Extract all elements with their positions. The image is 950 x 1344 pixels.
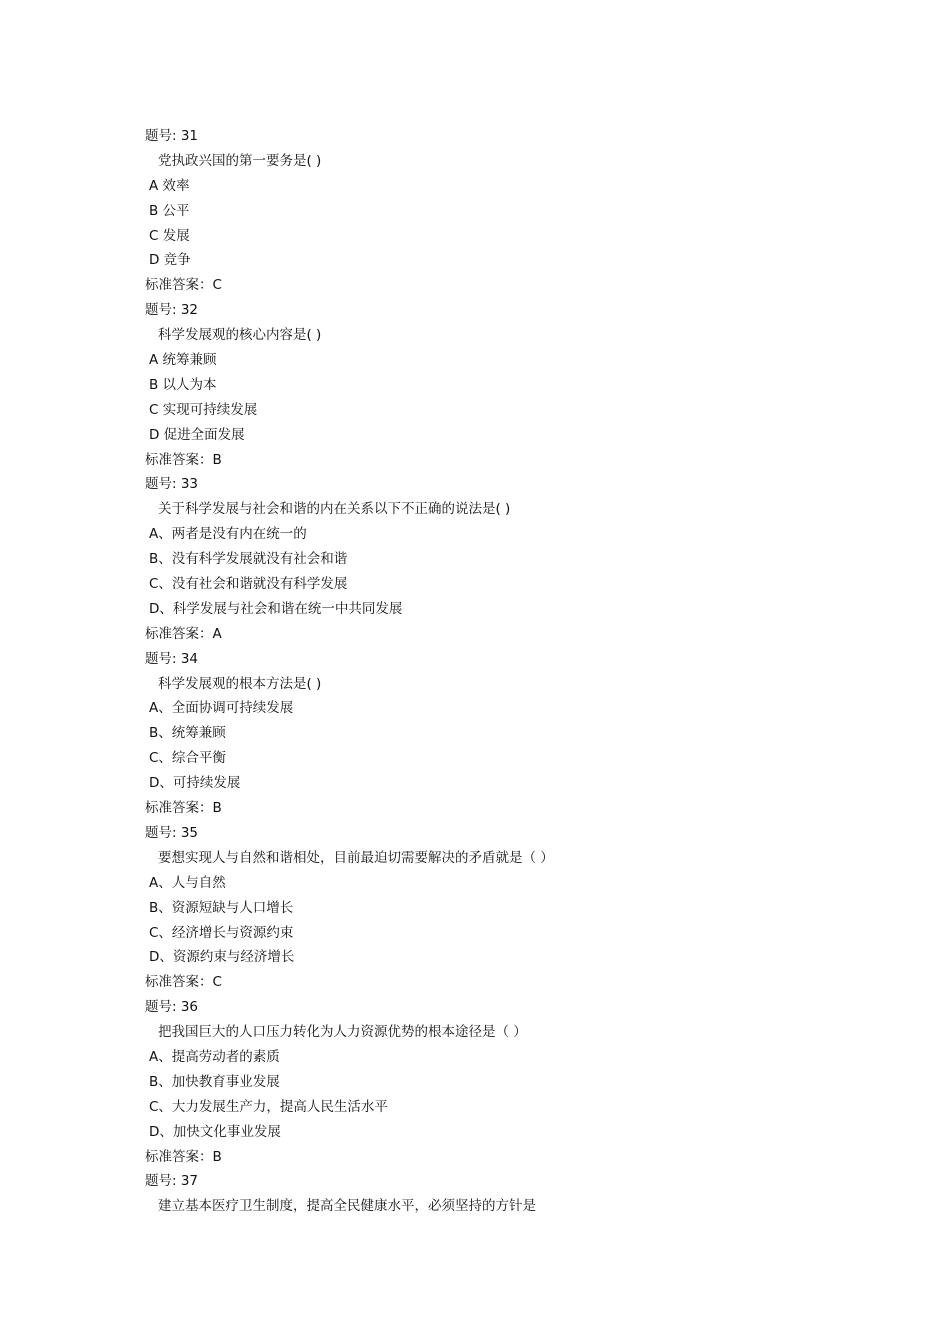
option-b: B 公平 [149,202,190,219]
option-d: D 竞争 [149,252,191,269]
question-number [145,821,845,846]
question-stem: 党执政兴国的第一要务是( ) [158,152,322,169]
question-number [145,124,845,149]
standard-answer-label: 标准答案： [145,625,213,642]
option-c: C、没有社会和谐就没有科学发展 [149,576,348,593]
question-number [145,647,845,672]
question-number-value: 34 [180,650,199,667]
standard-answer-label: 标准答案： [145,974,213,991]
option-c: C 发展 [149,227,190,244]
question-number-label: 题号: [145,999,181,1016]
option-c: C、大力发展生产力，提高人民生活水平 [149,1098,388,1115]
standard-answer-value: B [212,451,222,468]
question-number [145,298,845,323]
option-b: B、加快教育事业发展 [149,1073,280,1090]
question-number-value: 37 [180,1173,199,1190]
standard-answer [145,796,845,821]
option-c: C 实现可持续发展 [149,401,258,418]
question-number-value: 31 [180,128,199,144]
standard-answer-value: B [212,1148,222,1165]
standard-answer-label: 标准答案： [145,800,213,817]
question-number-label: 题号: [145,1173,181,1190]
question-number-value: 36 [180,999,199,1016]
standard-answer [145,970,845,995]
question-stem: 把我国巨大的人口压力转化为人力资源优势的根本途径是（ ） [158,1024,527,1041]
option-d: D、科学发展与社会和谐在统一中共同发展 [149,600,403,617]
standard-answer-label: 标准答案： [145,277,213,294]
option-a: A 统筹兼顾 [149,352,217,369]
option-a: A、全面协调可持续发展 [149,700,294,717]
option-b: B、没有科学发展就没有社会和谐 [149,551,348,568]
option-d: D、资源约束与经济增长 [149,949,295,966]
question-stem: 要想实现人与自然和谐相处，目前最迫切需要解决的矛盾就是（ ） [158,849,554,866]
option-a: A、两者是没有内在统一的 [149,526,307,543]
question-number-value: 35 [180,824,199,841]
question-number-label: 题号: [145,476,181,493]
option-d: D 促进全面发展 [149,426,245,443]
standard-answer [145,273,845,298]
option-b: B、统筹兼顾 [149,725,226,742]
question-number-value: 33 [180,476,199,493]
option-b: B、资源短缺与人口增长 [149,899,294,916]
question-stem: 科学发展观的核心内容是( ) [158,327,322,344]
standard-answer [145,622,845,647]
standard-answer-value: C [212,277,222,294]
question-number-label: 题号: [145,650,181,667]
option-a: A 效率 [149,177,190,194]
standard-answer-label: 标准答案： [145,451,213,468]
question-number-label: 题号: [145,824,181,841]
option-c: C、综合平衡 [149,750,226,767]
option-a: A、提高劳动者的素质 [149,1048,280,1065]
question-number [145,1169,845,1194]
question-number-label: 题号: [145,128,181,144]
standard-answer [145,448,845,473]
standard-answer-value: C [212,974,222,991]
standard-answer-value: A [212,625,222,642]
option-b: B 以人为本 [149,376,217,393]
option-d: D、加快文化事业发展 [149,1123,281,1140]
standard-answer [145,1145,845,1170]
question-stem: 建立基本医疗卫生制度，提高全民健康水平，必须坚持的方针是 [158,1198,536,1215]
question-document [145,124,845,1219]
question-stem: 科学发展观的根本方法是( ) [158,675,322,692]
option-c: C、经济增长与资源约束 [149,924,294,941]
question-number-value: 32 [180,302,199,319]
question-stem: 关于科学发展与社会和谐的内在关系以下不正确的说法是( ) [158,501,511,518]
standard-answer-value: B [212,800,222,817]
option-d: D、可持续发展 [149,775,241,792]
option-a: A、人与自然 [149,874,226,891]
question-number-label: 题号: [145,302,181,319]
question-number [145,995,845,1020]
question-number [145,472,845,497]
standard-answer-label: 标准答案： [145,1148,213,1165]
